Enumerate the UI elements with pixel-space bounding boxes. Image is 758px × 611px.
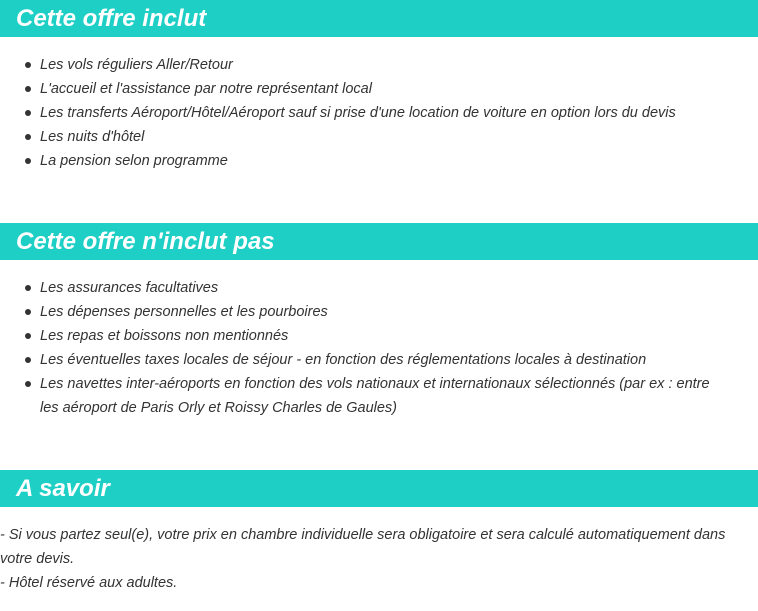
list-item: Les éventuelles taxes locales de séjour - en fonction des réglementations locales à destination bbox=[0, 348, 758, 372]
bullet-icon bbox=[25, 86, 31, 92]
a-savoir-section bbox=[0, 470, 758, 595]
a-savoir-text bbox=[0, 507, 758, 595]
list-item: Les repas et boissons non mentionnés bbox=[0, 324, 758, 348]
bullet-icon bbox=[25, 333, 31, 339]
list-item: Les assurances facultatives bbox=[0, 276, 758, 300]
not-included-list bbox=[0, 260, 758, 420]
list-item: Les dépenses personnelles et les pourboires bbox=[0, 300, 758, 324]
bullet-icon bbox=[25, 381, 31, 387]
included-header: Cette offre inclut bbox=[0, 0, 758, 37]
bullet-icon bbox=[25, 357, 31, 363]
list-item: Les vols réguliers Aller/Retour bbox=[0, 53, 758, 77]
bullet-icon bbox=[25, 158, 31, 164]
bullet-icon bbox=[25, 134, 31, 140]
list-item: L'accueil et l'assistance par notre représentant local bbox=[0, 77, 758, 101]
not-included-section bbox=[0, 223, 758, 420]
a-savoir-header: A savoir bbox=[0, 470, 758, 507]
included-list bbox=[0, 37, 758, 173]
included-section bbox=[0, 0, 758, 173]
not-included-header: Cette offre n'inclut pas bbox=[0, 223, 758, 260]
bullet-icon bbox=[25, 62, 31, 68]
list-item: Les transferts Aéroport/Hôtel/Aéroport sauf si prise d'une location de voiture en option lors du devis bbox=[0, 101, 758, 125]
bullet-icon bbox=[25, 285, 31, 291]
a-savoir-line: - Si vous partez seul(e), votre prix en chambre individuelle sera obligatoire et sera calculé automatiquement dans votre devis. bbox=[0, 527, 726, 567]
bullet-icon bbox=[25, 110, 31, 116]
list-item: Les navettes inter-aéroports en fonction des vols nationaux et internationaux sélectionnés (par ex : entre les aéroport de Paris Orly et Roissy Charles de Gaules) bbox=[0, 372, 758, 420]
list-item: Les nuits d'hôtel bbox=[0, 125, 758, 149]
list-item: La pension selon programme bbox=[0, 149, 758, 173]
bullet-icon bbox=[25, 309, 31, 315]
a-savoir-line: - Hôtel réservé aux adultes. bbox=[0, 575, 178, 591]
